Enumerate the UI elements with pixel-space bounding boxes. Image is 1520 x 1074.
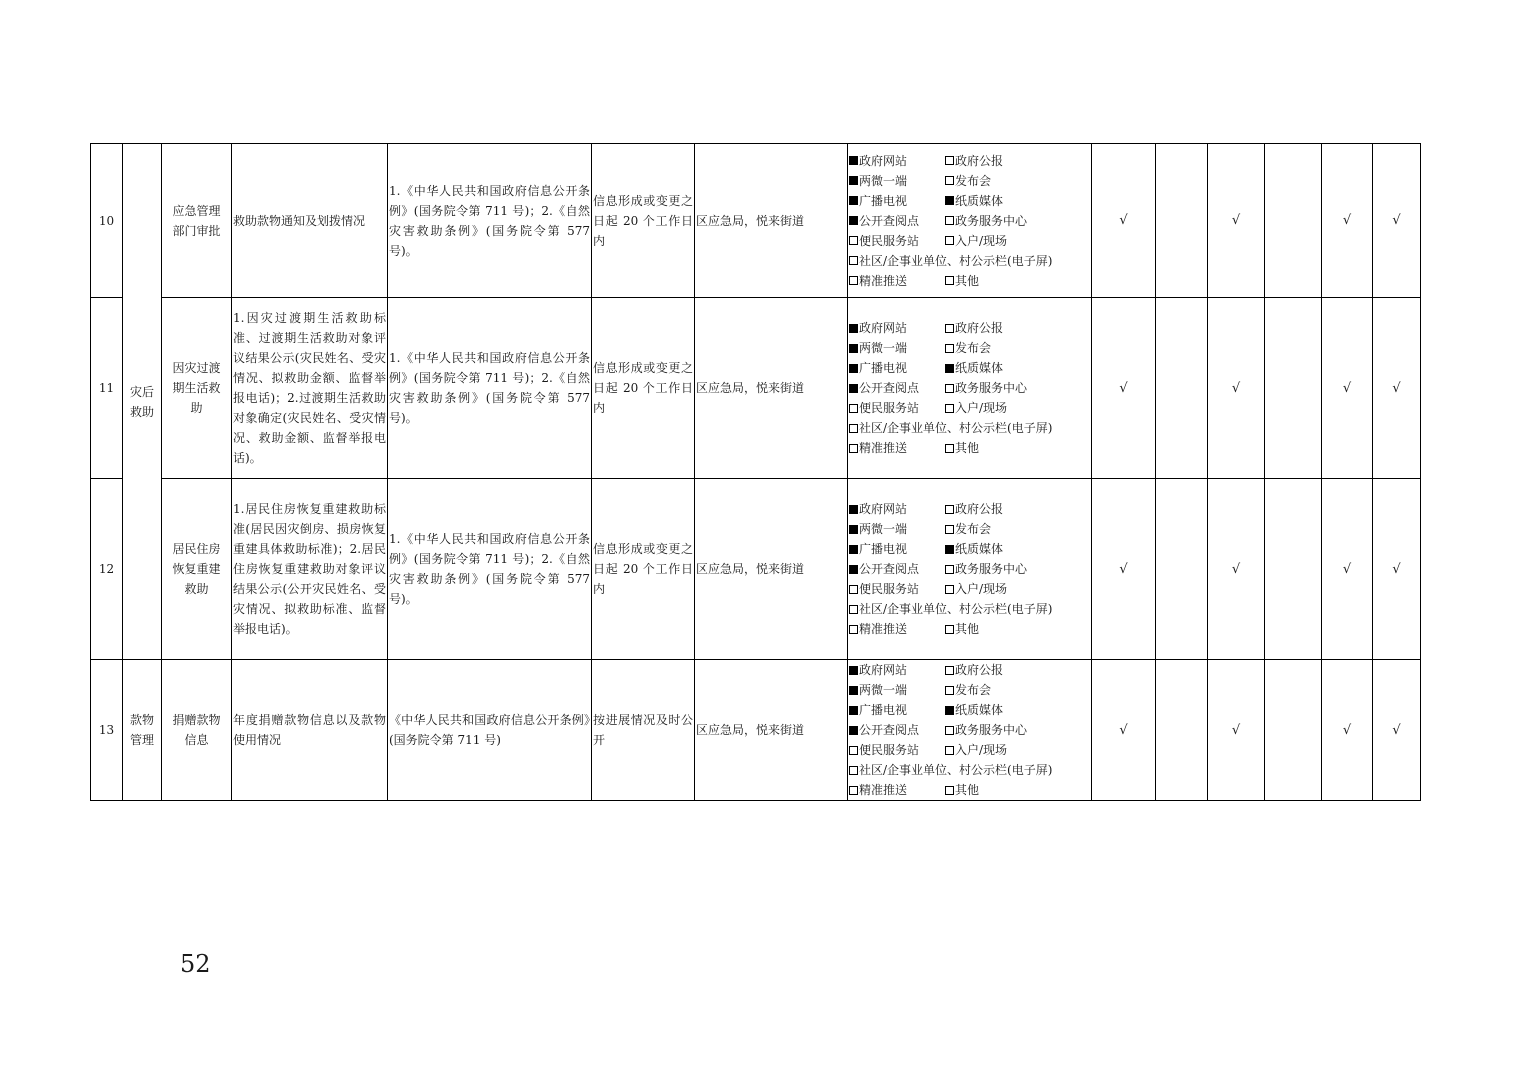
unchecked-box-icon [849,625,858,634]
table-row [91,298,1421,479]
channel-push [849,780,945,800]
item-line: 部门审批 [172,223,221,238]
channel-label: 广播电视 [859,703,908,717]
check-mark: √ [1392,213,1401,228]
channel-label: 入户/现场 [955,582,1008,596]
category-line: 管理 [129,733,154,747]
channel-row [849,539,1090,559]
channel-row [849,599,1090,619]
channel-label: 便民服务站 [859,233,920,248]
channel-label: 两微一端 [859,522,908,536]
channel-label: 便民服务站 [859,582,920,596]
channel-label: 纸质媒体 [955,542,1004,556]
channel-tv [849,191,945,211]
unchecked-box-icon [945,276,954,285]
channel-row [849,519,1090,539]
unchecked-box-icon [849,236,858,245]
unchecked-box-icon [849,276,858,285]
unchecked-box-icon [945,666,954,675]
channel-push [849,438,945,458]
channel-row [849,418,1090,438]
channel-two-micro [849,171,945,191]
check-mark: √ [1342,213,1352,228]
channel-label: 政府网站 [859,153,908,168]
channel-gov-site [849,151,945,171]
channel-row [849,499,1090,519]
channel-gov-site [849,499,945,519]
disclosure-content: 1.因灾过渡期生活救助标准、过渡期生活救助对象评议结果公示(灾民姓名、受灾情况、拟救助金额、监督举报电话)；2.过渡期生活救助对象确定(灾民姓名、受灾情况、救助金额、监督举报电话)。 [233,311,386,465]
channel-label: 发布会 [955,683,992,697]
channel-reading [849,720,945,740]
unchecked-box-icon [945,236,954,245]
channel-label: 其他 [955,622,980,636]
channel-gov-site [849,318,945,338]
unchecked-box-icon [849,444,858,453]
unchecked-box-icon [945,726,954,735]
channel-other [945,438,979,458]
channel-service-center [945,211,1027,231]
channel-paper [945,358,1003,378]
check-mark: √ [1231,722,1241,738]
channel-onsite [945,231,1007,251]
channel-label: 纸质媒体 [955,193,1004,208]
category-line: 救助 [129,404,154,419]
disclosure-time: 信息形成或变更之日起 20 个工作日内 [593,361,693,415]
channel-convenience [849,231,945,251]
item-line: 应急管理 [172,203,221,218]
disclosure-subject: 区应急局，悦来街道 [696,723,805,737]
channel-service-center [945,559,1027,579]
channel-row [849,318,1090,338]
unchecked-box-icon [945,625,954,634]
disclosure-subject: 区应急局，悦来街道 [696,213,805,228]
channel-board [849,599,1052,619]
disclosure-time: 信息形成或变更之日起 20 个工作日内 [593,193,693,248]
channel-other [945,271,979,291]
unchecked-box-icon [945,384,954,393]
legal-basis: 1.《中华人民共和国政府信息公开条例》(国务院令第 711 号)；2.《自然灾害救助条例》(国务院令第 577 号)。 [389,351,590,425]
table-row [91,479,1421,660]
channel-label: 公开查阅点 [859,381,920,395]
channel-onsite [945,579,1007,599]
channel-gov-site [849,660,945,680]
unchecked-box-icon [945,176,954,185]
disclosure-time: 信息形成或变更之日起 20 个工作日内 [593,542,693,596]
channel-label: 政府公报 [955,153,1004,168]
channel-convenience [849,398,945,418]
channel-label: 精准推送 [859,622,908,636]
row-number: 12 [98,562,115,576]
channel-push [849,619,945,639]
channel-label: 政务服务中心 [955,381,1028,395]
channel-label: 纸质媒体 [955,703,1004,717]
channel-press [945,519,991,539]
channel-board [849,418,1052,438]
channel-label: 发布会 [955,173,992,188]
channel-label: 其他 [955,783,980,797]
item-line: 助 [190,401,203,415]
check-mark: √ [1231,380,1241,396]
channel-row [849,271,1090,291]
check-mark: √ [1119,561,1128,577]
unchecked-box-icon [945,525,954,534]
channel-onsite [945,398,1007,418]
unchecked-box-icon [849,786,858,795]
channel-tv [849,539,945,559]
disclosure-content: 1.居民住房恢复重建救助标准(居民因灾倒房、损房恢复重建具体救助标准)；2.居民住房恢复重建救助对象评议结果公示(公开灾民姓名、受灾情况、拟救助标准、监督举报电话)。 [233,502,386,636]
checked-box-icon [849,545,858,554]
check-mark: √ [1342,561,1352,577]
checked-box-icon [849,666,858,675]
channel-label: 精准推送 [859,783,908,797]
channel-label: 发布会 [955,522,992,536]
channel-row [849,358,1090,378]
channel-gov-bulletin [945,660,1003,680]
channel-list [849,318,1090,458]
unchecked-box-icon [945,585,954,594]
channel-row [849,780,1090,800]
unchecked-box-icon [945,344,954,353]
page-number: 52 [180,950,211,978]
channel-row [849,398,1090,418]
unchecked-box-icon [849,256,858,265]
channel-label: 政府网站 [859,502,908,516]
channel-label: 精准推送 [859,273,908,288]
disclosure-content: 救助款物通知及划拨情况 [233,213,366,228]
channel-paper [945,700,1003,720]
check-mark: √ [1392,380,1401,396]
unchecked-box-icon [945,505,954,514]
channel-label: 政府公报 [955,663,1004,677]
channel-row [849,231,1090,251]
channel-row [849,378,1090,398]
channel-reading [849,378,945,398]
channel-label: 入户/现场 [955,743,1008,757]
channel-board [849,251,1052,271]
channel-row [849,251,1090,271]
channel-service-center [945,720,1027,740]
channel-press [945,338,991,358]
channel-convenience [849,579,945,599]
legal-basis: 1.《中华人民共和国政府信息公开条例》(国务院令第 711 号)；2.《自然灾害救助条例》(国务院令第 577 号)。 [389,532,590,606]
disclosure-subject: 区应急局，悦来街道 [696,381,805,395]
channel-label: 精准推送 [859,441,908,455]
checked-box-icon [849,176,858,185]
channel-row [849,700,1090,720]
channel-gov-bulletin [945,151,1003,171]
channel-row [849,151,1090,171]
channel-label: 公开查阅点 [859,213,920,228]
channel-label: 其他 [955,441,980,455]
channel-push [849,271,945,291]
check-mark: √ [1392,561,1401,577]
channel-label: 两微一端 [859,683,908,697]
table-row [91,144,1421,298]
channel-label: 社区/企事业单位、村公示栏(电子屏) [859,602,1053,616]
channel-row [849,720,1090,740]
channel-label: 纸质媒体 [955,361,1004,375]
channel-paper [945,191,1003,211]
checked-box-icon [849,196,858,205]
channel-list [849,151,1090,291]
channel-row [849,559,1090,579]
channel-label: 政务服务中心 [955,213,1028,228]
checked-box-icon [849,344,858,353]
channel-label: 其他 [955,273,980,288]
item-line: 因灾过渡 [172,361,221,375]
check-mark: √ [1392,722,1401,738]
channel-label: 两微一端 [859,341,908,355]
channel-row [849,191,1090,211]
channel-label: 两微一端 [859,173,908,188]
check-mark: √ [1231,561,1241,577]
channel-label: 政务服务中心 [955,723,1028,737]
legal-basis: 《中华人民共和国政府信息公开条例》(国务院令第 711 号) [389,713,590,747]
channel-label: 社区/企事业单位、村公示栏(电子屏) [859,421,1053,435]
checked-box-icon [945,196,954,205]
checked-box-icon [849,156,858,165]
check-mark: √ [1342,380,1352,396]
channel-label: 社区/企事业单位、村公示栏(电子屏) [859,253,1053,268]
channel-reading [849,559,945,579]
channel-label: 便民服务站 [859,743,920,757]
unchecked-box-icon [849,746,858,755]
unchecked-box-icon [945,216,954,225]
channel-tv [849,700,945,720]
check-mark: √ [1119,380,1128,396]
row-number: 10 [98,213,115,228]
checked-box-icon [849,324,858,333]
channel-service-center [945,378,1027,398]
channel-label: 广播电视 [859,193,908,208]
channel-board [849,760,1052,780]
channel-label: 公开查阅点 [859,562,920,576]
item-line: 信息 [184,733,209,747]
row-number: 11 [98,381,115,395]
unchecked-box-icon [849,766,858,775]
channel-label: 政府网站 [859,321,908,335]
channel-list [849,660,1090,800]
check-mark: √ [1231,213,1241,228]
channel-label: 便民服务站 [859,401,920,415]
unchecked-box-icon [945,786,954,795]
channel-label: 发布会 [955,341,992,355]
row-number: 13 [98,723,115,737]
channel-row [849,760,1090,780]
channel-gov-bulletin [945,499,1003,519]
table-body [91,144,1421,801]
checked-box-icon [849,384,858,393]
channel-row [849,579,1090,599]
channel-label: 广播电视 [859,542,908,556]
disclosure-time: 按进展情况及时公开 [593,713,693,747]
disclosure-subject: 区应急局，悦来街道 [696,562,805,576]
channel-two-micro [849,338,945,358]
checked-box-icon [945,706,954,715]
unchecked-box-icon [849,424,858,433]
channel-label: 广播电视 [859,361,908,375]
check-mark: √ [1119,722,1128,738]
channel-gov-bulletin [945,318,1003,338]
unchecked-box-icon [849,404,858,413]
channel-row [849,338,1090,358]
channel-label: 公开查阅点 [859,723,920,737]
channel-row [849,660,1090,680]
channel-tv [849,358,945,378]
channel-label: 入户/现场 [955,233,1008,248]
channel-row [849,211,1090,231]
channel-list [849,499,1090,639]
channel-two-micro [849,519,945,539]
checked-box-icon [945,545,954,554]
unchecked-box-icon [849,585,858,594]
channel-label: 入户/现场 [955,401,1008,415]
unchecked-box-icon [945,565,954,574]
unchecked-box-icon [849,605,858,614]
checked-box-icon [849,565,858,574]
channel-press [945,680,991,700]
channel-row [849,438,1090,458]
unchecked-box-icon [945,404,954,413]
checked-box-icon [945,364,954,373]
channel-other [945,619,979,639]
channel-label: 政府公报 [955,321,1004,335]
item-line: 期生活救 [172,381,221,395]
channel-convenience [849,740,945,760]
disclosure-table [90,143,1421,801]
channel-row [849,171,1090,191]
checked-box-icon [849,686,858,695]
unchecked-box-icon [945,156,954,165]
checked-box-icon [849,364,858,373]
unchecked-box-icon [945,444,954,453]
channel-reading [849,211,945,231]
checked-box-icon [849,726,858,735]
table-row [91,660,1421,801]
item-line: 居民住房 [172,542,221,556]
category-line: 灾后 [129,384,154,399]
channel-other [945,780,979,800]
item-line: 恢复重建 [172,562,221,576]
checked-box-icon [849,706,858,715]
channel-label: 政务服务中心 [955,562,1028,576]
item-line: 救助 [184,582,209,596]
channel-paper [945,539,1003,559]
unchecked-box-icon [945,746,954,755]
checked-box-icon [849,505,858,514]
category-line: 款物 [129,713,154,727]
channel-onsite [945,740,1007,760]
channel-row [849,619,1090,639]
channel-label: 政府公报 [955,502,1004,516]
checked-box-icon [849,525,858,534]
channel-two-micro [849,680,945,700]
unchecked-box-icon [945,686,954,695]
check-mark: √ [1119,213,1128,228]
channel-label: 政府网站 [859,663,908,677]
disclosure-content: 年度捐赠款物信息以及款物使用情况 [233,713,386,747]
check-mark: √ [1342,722,1352,738]
checked-box-icon [849,216,858,225]
channel-label: 社区/企事业单位、村公示栏(电子屏) [859,763,1053,777]
channel-row [849,740,1090,760]
unchecked-box-icon [945,324,954,333]
channel-press [945,171,991,191]
item-line: 捐赠款物 [172,713,221,727]
legal-basis: 1.《中华人民共和国政府信息公开条例》(国务院令第 711 号)；2.《自然灾害救助条例》(国务院令第 577 号)。 [389,183,590,258]
channel-row [849,680,1090,700]
